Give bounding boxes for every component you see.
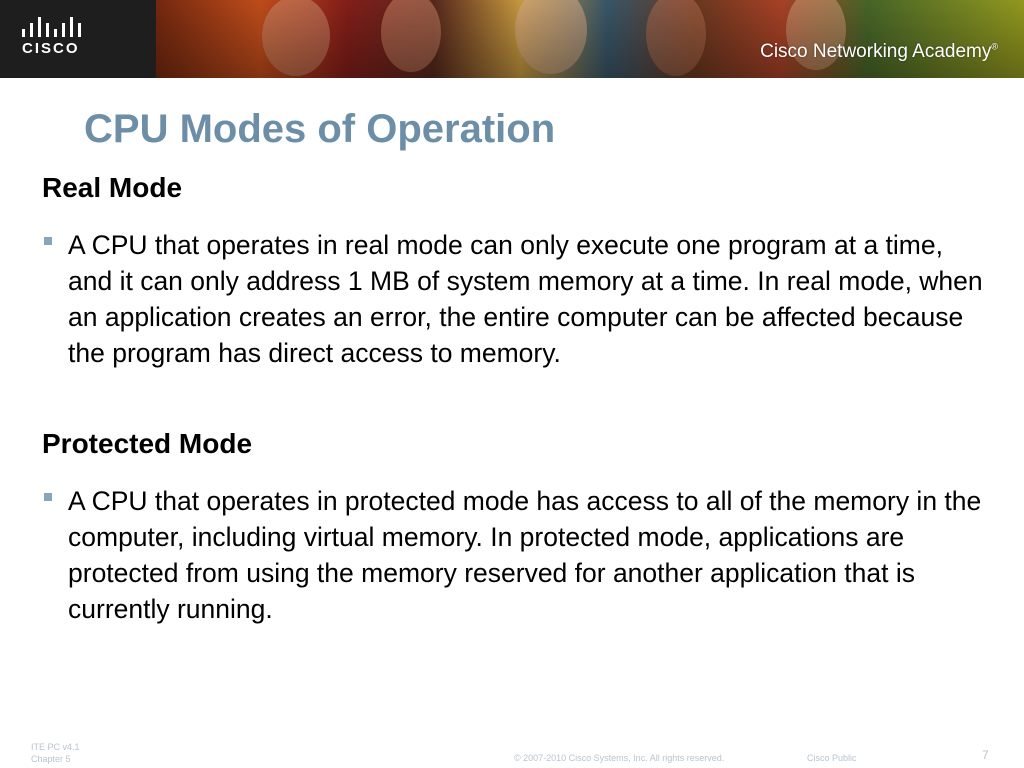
networking-academy-brand: Cisco Networking Academy® <box>760 41 998 62</box>
cisco-logo <box>0 0 156 78</box>
banner-photo-strip <box>156 0 1024 78</box>
header-banner <box>0 0 1024 78</box>
page-number: 7 <box>982 748 989 762</box>
footer-course: ITE PC v4.1 <box>31 742 80 752</box>
bullet-square-icon <box>44 493 52 501</box>
bullet-protected-mode <box>42 483 992 627</box>
footer-classification: Cisco Public <box>807 753 857 763</box>
slide-title: CPU Modes of Operation <box>84 107 556 151</box>
bullet-square-icon <box>44 237 52 245</box>
footer-course-info <box>31 741 80 765</box>
bullet-text-real-mode: A CPU that operates in real mode can only execute one program at a time, and it can only address 1 MB of system memory at a time. In real mode, when an application creates an error, the entire computer can be affected because the program has direct access to memory. <box>68 230 983 368</box>
bullet-text-protected-mode: A CPU that operates in protected mode has access to all of the memory in the computer, including virtual memory. In protected mode, applications are protected from using the memory reserved for another application that is currently running. <box>68 486 982 624</box>
section-heading-protected-mode: Protected Mode <box>42 428 253 459</box>
bullet-real-mode <box>42 227 992 371</box>
footer-chapter: Chapter 5 <box>31 754 71 764</box>
footer-copyright: © 2007-2010 Cisco Systems, Inc. All rights reserved. <box>514 753 725 763</box>
cisco-wordmark: CISCO <box>22 40 80 57</box>
cisco-bridge-icon <box>22 17 86 39</box>
section-heading-real-mode: Real Mode <box>42 172 183 203</box>
